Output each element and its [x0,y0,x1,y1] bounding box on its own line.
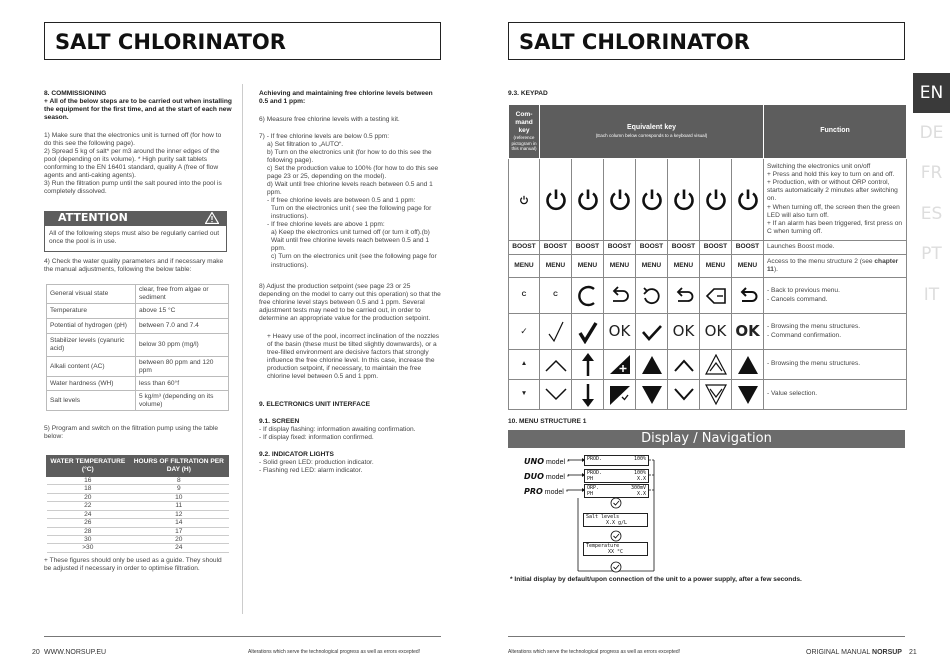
chapter-link[interactable]: chapter 11 [767,257,899,273]
power-icon [704,188,728,212]
lcd-value: X.X [636,491,646,497]
chevron-up-icon [544,357,568,373]
table-row [509,350,907,380]
lights-heading: 9.2. INDICATOR LIGHTS [259,451,334,458]
func-line: + Production, with or without ORP control, starts automatically 2 minutes after switching on. [767,179,898,203]
lcd-label: PH [587,476,594,482]
model-uno [524,457,570,468]
triangle-down-icon [641,385,663,405]
undo-icon [641,285,663,307]
down-function: - Value selection. [764,380,907,410]
power-icon [519,195,529,205]
menu-key-variant[interactable]: MENU [572,255,604,278]
power-key-variant[interactable] [604,159,636,241]
power-key-variant[interactable] [572,159,604,241]
lcd-value: 100% [633,470,646,476]
step-8-note: + Heavy use of the pool, incorrect inclination of the nozzles of the basin (these must be tilted slightly downwards), or a tree-filled environment are decisive factors that strongly influence the free chlorine level. In this case, increase the production setpoint, if necessary, to maintain the free chlorine level between 0.5 and 1 ppm. [267,333,440,381]
step-3: 3) Run the filtration pump until the salt poured into the pool is completely dissolved. [44,180,222,196]
lcd-temp [583,542,648,556]
model-name: UNO [524,457,544,466]
power-icon [672,188,696,212]
model-duo [524,472,570,483]
down-key-variant[interactable] [604,380,636,410]
plus-triangle-icon [609,355,631,375]
func-line: + Press and hold this key to turn on and off. [767,171,895,179]
table-row [509,255,907,278]
down-key-variant[interactable] [572,380,604,410]
lcd-value: 100% [633,456,646,462]
up-key-variant[interactable] [700,350,732,380]
menu-key-variant[interactable]: MENU [732,255,764,278]
power-key-variant[interactable] [668,159,700,241]
power-icon [736,188,760,212]
ok-function [764,314,907,350]
param-value: clear, free from algae or sediment [136,285,229,304]
filtration-header-hours: HOURS OF FILTRATION PER DAY (H) [129,456,228,477]
ok-key-variant[interactable] [668,314,700,350]
param-name: Water hardness (WH) [47,377,136,391]
temperature-cell: 28 [47,527,130,535]
power-key-variant[interactable] [636,159,668,241]
boost-key[interactable]: BOOST [509,241,540,255]
back-arrow-icon [737,285,759,307]
triangle-up-icon [641,355,663,375]
filtration-header-temp: WATER TEMPERATURE (°C) [47,456,130,477]
step-6: 6) Measure free chlorine levels with a testing kit. [259,116,400,123]
lcd-value: X.X [636,476,646,482]
step-8: 8) Adjust the production setpoint (see page 23 or 25 depending on the model to carry out this operation) so that the free chlorine level stays between 0.5 and 1 ppm. Several adjustment tests may need to be carried out, in order to determine an appropriate value for the production setpoint. [259,283,441,323]
double-chevron-up-icon [705,354,727,376]
c-key-variant[interactable] [732,278,764,314]
table-row [47,377,229,391]
col-command-sub: (reference pictogram in this manual) [511,135,537,152]
attention-banner [44,211,227,225]
step-5: 5) Program and switch on the filtration pump using the table below: [44,425,219,441]
up-key[interactable]: ▲ [509,350,540,380]
c-key-variant[interactable] [700,278,732,314]
func-line: - Command confirmation. [767,331,842,339]
hours-cell: 11 [129,502,228,510]
ok-key-variant[interactable] [732,314,764,350]
param-name: Stabilizer levels (cyanuric acid) [47,334,136,357]
boost-key-variant[interactable]: BOOST [540,241,572,255]
menu-key-variant[interactable]: MENU [540,255,572,278]
menu-note: * Initial display by default/upon connection of the unit to a power supply, after a few seconds. [510,576,802,583]
keypad-table [508,104,907,410]
down-key-variant[interactable] [540,380,572,410]
up-key-variant[interactable] [604,350,636,380]
table-row [47,519,229,527]
down-key[interactable]: ▼ [509,380,540,410]
keypad-heading: 9.3. KEYPAD [508,90,548,97]
ok-text-icon: OK [672,322,695,341]
filtration-note: + These figures should only be used as a guide. They should be adjusted if necessary in order to optimise filtration. [44,557,222,573]
table-row [509,278,907,314]
interface-heading: 9. ELECTRONICS UNIT INTERFACE [259,401,371,408]
chevron-up-icon [673,357,695,373]
temperature-cell: 18 [47,485,130,493]
col-command-label: Com-mand key [515,111,533,135]
boost-key-variant[interactable]: BOOST [604,241,636,255]
power-key-variant[interactable] [732,159,764,241]
power-key-variant[interactable] [540,159,572,241]
col-equivalent-sub: (Each column below corresponds to a keyboard visual) [595,132,708,138]
step-7-line: d) Wait until free chlorine levels reach between 0.5 and 1 ppm. [267,181,433,197]
lcd-salt [583,513,648,527]
lang-tab-it[interactable]: IT [923,285,940,305]
boost-key-variant[interactable]: BOOST [572,241,604,255]
footer-brand: NORSUP [872,649,902,656]
param-value: between 7.0 and 7.4 [136,319,229,334]
up-key-variant[interactable] [572,350,604,380]
arrow-down-icon [581,383,595,407]
table-row [47,535,229,543]
c-key-variant[interactable] [668,278,700,314]
table-row [47,510,229,518]
step-7-line: a) Set filtration to „AUTO“. [267,141,344,149]
hours-cell: 17 [129,527,228,535]
lcd-value: X.X g/L [606,520,628,526]
param-value: 5 kg/m³ (depending on its volume) [136,391,229,411]
table-row [47,493,229,501]
down-key-variant[interactable] [700,380,732,410]
ok-text-icon: OK [704,322,727,341]
table-row [47,334,229,357]
func-line: + When turning off, the screen then the green LED will also turn off. [767,203,900,219]
screen-text [259,426,441,442]
step-7 [259,133,441,270]
footer-page-right: 21 [909,649,917,656]
hours-cell: 14 [129,519,228,527]
power-function [764,159,907,241]
table-row [509,314,907,350]
warning-icon [205,212,219,224]
func-text: Access to the menu structure 2 (see [767,257,875,265]
boost-function: Launches Boost mode. [764,241,907,255]
menu-function [764,255,907,278]
footer-page-left: 20 [32,649,40,656]
func-line: Switching the electronics unit on/off [767,163,871,171]
step-7-line: a) Keep the electronics unit turned off (or turn it off).(b) Wait until free chlorine levels reach between 0.5 and 1 ppm. [271,229,430,253]
ok-key[interactable]: ✓ [509,314,540,350]
power-icon [544,188,568,212]
c-key-variant[interactable] [636,278,668,314]
temperature-cell: >30 [47,544,130,552]
temperature-cell: 26 [47,519,130,527]
back-arrow-icon [673,285,695,307]
table-row [47,285,229,304]
table-row [47,357,229,377]
attention-title: ATTENTION [58,211,128,224]
menu-key-variant[interactable]: MENU [636,255,668,278]
ok-text-icon: OK [608,322,631,341]
down-key-variant[interactable] [636,380,668,410]
param-value: less than 60°f [136,377,229,391]
func-line: - Browsing the menu structures. [767,323,861,331]
hours-cell: 10 [129,493,228,501]
c-letter-icon [577,285,599,307]
table-row [47,304,229,319]
check-icon [641,321,663,343]
param-value: between 80 ppm and 120 ppm [136,357,229,377]
step-7-line: - If free chlorine levels are above 1 ppm: [267,221,385,229]
step-4: 4) Check the water quality parameters and if necessary make the manual adjustments, following the below table: [44,258,224,274]
model-suffix: model * [545,459,570,466]
col-equivalent-header [540,105,764,159]
param-name: Alkali content (AC) [47,357,136,377]
table-row [509,159,907,241]
step-7-line: b) Turn on the electronics unit (for how to do this see the following page). [267,149,432,165]
commissioning-intro: + All of the below steps are to be carried out when installing the equipment for the first time, and at the start of each new season. [44,98,232,122]
menu-key-variant[interactable]: MENU [668,255,700,278]
temperature-cell: 16 [47,477,130,485]
lights-text [259,459,441,475]
table-row [47,527,229,535]
param-value: above 15 °C [136,304,229,319]
footer-manual [806,649,902,658]
step-2: 2) Spread 5 kg of salt* per m3 around the inner edges of the pool (depending on its volume). * High purity salt tablets conforming to the EN 16401 standard, quality A (free of flow agents and anti-caking agents). [44,148,220,180]
model-suffix: model * [545,474,570,481]
param-name: Potential of hydrogen (pH) [47,319,136,334]
step-1: 1) Make sure that the electronics unit is turned off (for how to do this see the following page). [44,132,222,148]
hours-cell: 9 [129,485,228,493]
lang-tab-fr[interactable]: FR [920,163,943,183]
ok-key-variant[interactable] [636,314,668,350]
footer-rule [44,636,441,637]
ok-key-variant[interactable] [700,314,732,350]
hours-cell: 20 [129,535,228,543]
power-icon [576,188,600,212]
col-equivalent-label: Equivalent key [626,124,677,132]
footer-rule [508,636,905,637]
check-icon [545,320,567,344]
lang-tab-es[interactable]: ES [920,204,943,224]
boost-key-variant[interactable]: BOOST [668,241,700,255]
c-key[interactable]: C [509,278,540,314]
step-7-line: 7) - If free chlorine levels are below 0.5 ppm: [259,133,390,140]
commissioning-heading: 8. COMMISSIONING [44,90,107,97]
param-name: General visual state [47,285,136,304]
up-key-variant[interactable] [636,350,668,380]
footer-manual-label: ORIGINAL MANUAL [806,649,871,656]
lights-line: - Solid green LED: production indicator. [259,459,374,466]
model-pro [524,487,569,498]
screen-line: - If display flashing: information awaiting confirmation. [259,426,416,433]
up-key-variant[interactable] [540,350,572,380]
chevron-down-icon [544,387,568,403]
c-key-variant[interactable] [604,278,636,314]
lcd-duo [584,469,649,483]
ok-key-variant[interactable] [604,314,636,350]
lcd-value: XX °C [608,549,624,555]
screen-line: - If display fixed: information confirmed. [259,434,374,442]
chevron-down-icon [673,387,695,403]
lcd-label: Salt levels [586,514,620,520]
column-divider [242,84,243,614]
lcd-pro [584,484,649,498]
col-command-header [509,105,540,159]
func-text: ). [773,266,779,273]
step-7-line: - If free chlorine levels are between 0.5 and 1 ppm: [267,197,416,205]
footer-note-right: Alterations which serve the technological progress as well as errors excepted! [508,649,681,655]
back-arrow-icon [609,285,631,307]
triangle-up-icon [737,355,759,375]
lcd-label: PH [587,491,594,497]
step-7-line: c) Set the production value to 100% (for how to do this see page 23 or 25, depending on the model). [267,165,439,181]
c-key-variant[interactable]: C [540,278,572,314]
model-name: PRO [524,487,543,496]
table-row [47,477,229,485]
lang-tab-de[interactable]: DE [919,123,944,143]
screen-heading: 9.1. SCREEN [259,418,300,425]
down-key-variant[interactable] [668,380,700,410]
steps-list [44,132,230,196]
table-row [509,241,907,255]
power-key-variant[interactable] [700,159,732,241]
param-name: Temperature [47,304,136,319]
footer-note-left: Alterations which serve the technological progress as well as errors excepted! [248,649,421,655]
arrow-up-icon [581,353,595,377]
hours-cell: 12 [129,510,228,518]
double-chevron-down-icon [705,384,727,406]
func-line: - Back to previous menu. [767,287,840,295]
table-row [47,391,229,411]
water-parameters-table [46,284,229,411]
model-name: DUO [524,472,544,481]
lcd-uno [584,455,649,466]
filtration-table [46,455,229,553]
up-function: - Browsing the menu structures. [764,350,907,380]
chlorine-heading: Achieving and maintaining free chlorine levels between 0.5 and 1 ppm: [259,90,433,106]
param-name: Salt levels [47,391,136,411]
lcd-value: 300mV [630,485,646,491]
temperature-cell: 22 [47,502,130,510]
power-key[interactable] [509,159,540,241]
menu-key-variant[interactable]: MENU [604,255,636,278]
up-key-variant[interactable] [668,350,700,380]
lang-tab-pt[interactable]: PT [921,244,942,264]
c-function [764,278,907,314]
attention-text: All of the following steps must also be regularly carried out once the pool is in use. [44,225,227,252]
c-key-variant[interactable] [572,278,604,314]
triangle-down-icon [737,385,759,405]
power-icon [608,188,632,212]
func-line: - Cancels command. [767,295,828,303]
table-row [509,380,907,410]
hours-cell: 24 [129,544,228,552]
menu-key-variant[interactable]: MENU [700,255,732,278]
ok-text-icon: OK [735,322,760,341]
table-row [47,544,229,552]
up-key-variant[interactable] [732,350,764,380]
lang-tab-en[interactable]: EN [913,73,950,113]
temperature-cell: 30 [47,535,130,543]
menu-title: Display / Navigation [508,430,905,448]
table-row [47,485,229,493]
boost-key-variant[interactable]: BOOST [700,241,732,255]
power-icon [640,188,664,212]
col-function-header: Function [764,105,907,159]
table-row [47,319,229,334]
func-line: + If an alarm has been triggered, first press on C when turning off. [767,219,903,235]
check-icon [577,320,599,344]
lcd-label: Temperature [586,543,620,549]
menu-key[interactable]: MENU [509,255,540,278]
temperature-cell: 20 [47,493,130,501]
backspace-icon [705,285,727,307]
step-7-line: Turn on the electronics unit ( see the following page for instructions). [271,205,432,221]
hours-cell: 8 [129,477,228,485]
down-key-variant[interactable] [732,380,764,410]
right-page-title: SALT CHLORINATOR [508,22,905,60]
lcd-label: PROD. [587,456,603,462]
left-page-title: SALT CHLORINATOR [44,22,441,60]
minus-triangle-icon [609,385,631,405]
boost-key-variant[interactable]: BOOST [732,241,764,255]
boost-key-variant[interactable]: BOOST [636,241,668,255]
step-7-line: c) Turn on the electronics unit (see the following page for instructions). [271,253,437,269]
table-row [47,502,229,510]
menu-structure-heading: 10. MENU STRUCTURE 1 [508,418,587,425]
model-suffix: model * [544,489,569,496]
temperature-cell: 24 [47,510,130,518]
footer-site[interactable]: WWW.NORSUP.EU [44,649,107,656]
lcd-label: PROD. [587,470,603,476]
ok-key-variant[interactable] [572,314,604,350]
ok-key-variant[interactable] [540,314,572,350]
param-value: below 30 ppm (mg/l) [136,334,229,357]
lcd-label: ORP. [587,485,600,491]
lights-line: - Flashing red LED: alarm indicator. [259,467,363,475]
